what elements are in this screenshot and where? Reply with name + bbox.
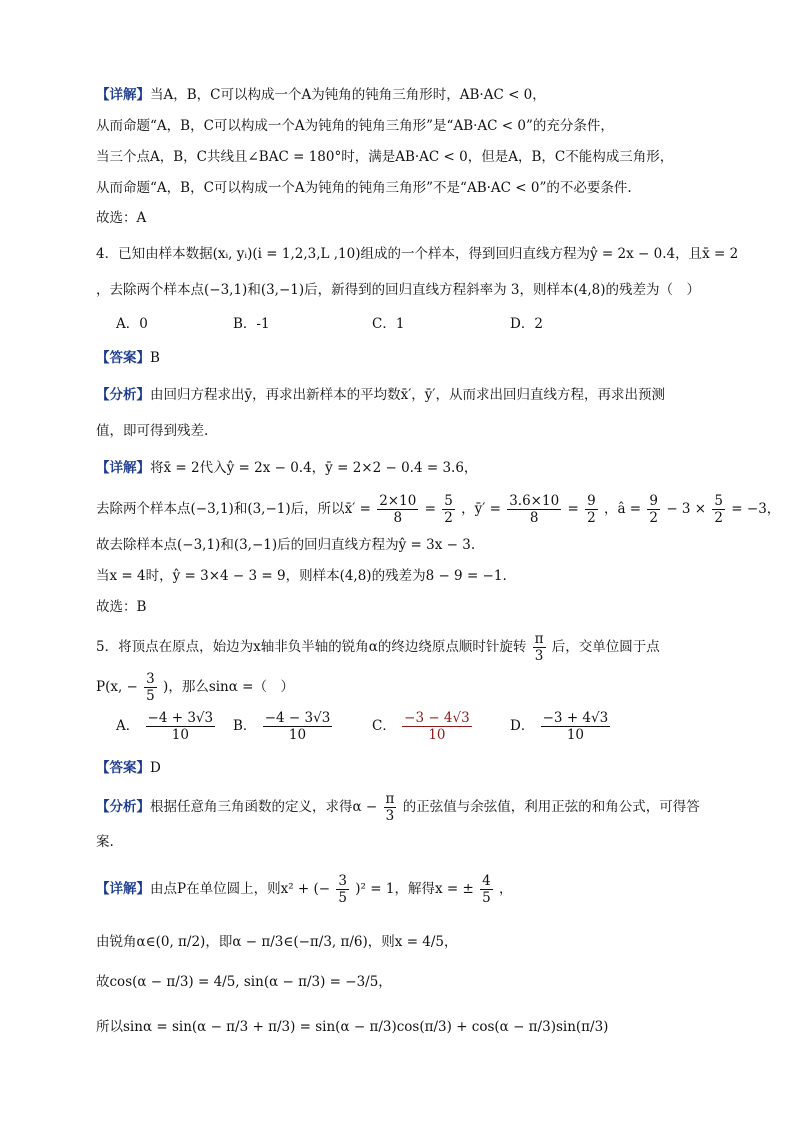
detail-text: ，ȳ′ = [461, 501, 501, 517]
detail-text: ， [498, 881, 513, 897]
fraction: $\frac{5}{2}$ [714, 493, 723, 526]
question-4-stem-2: ，去除两个样本点(−3,1)和(3,−1)后，新得到的回归直线方程斜率为 3，则样本(4,8)的残差为（ ） [96, 282, 701, 298]
stem-text: P(x, − [96, 679, 138, 695]
detail-text: = −3， [731, 501, 781, 517]
detail-text: )² = 1，解得x = ± [355, 881, 474, 897]
detail-text: 将x̄ = 2代入ŷ = 2x − 0.4，ȳ = 2×2 − 0.4 = 3.6， [150, 460, 478, 476]
option-a: A．0 [116, 316, 148, 332]
fraction: $\frac{9}{2}$ [587, 493, 596, 526]
answer-value: D [150, 760, 161, 776]
stem-text: 5．将顶点在原点，始边为x轴非负半轴的锐角α的终边绕原点顺时针旋转 [96, 639, 527, 655]
detail-line-4: 从而命题“A，B，C可以构成一个A为钝角的钝角三角形”不是“AB·AC < 0”的不必要条件. [96, 180, 632, 196]
answer-tag: 【答案】 [96, 350, 150, 366]
detail-text: 去除两个样本点(−3,1)和(3,−1)后，所以x̄′ = [96, 501, 371, 517]
detail-q5-line-3: 故cos(α − π/3) = 4/5, sin(α − π/3) = −3/5， [96, 974, 392, 990]
option-d: D．2 [510, 316, 543, 332]
detail-text: 由点P在单位圆上，则x² + (− [150, 881, 331, 897]
analysis-line-1 [96, 790, 700, 824]
analysis-line-1 [96, 385, 665, 405]
question-4-stem-1: 4．已知由样本数据(xᵢ, yᵢ)(i = 1,2,3,L ,10)组成的一个样本，得到回归直线方程为ŷ = 2x − 0.4，且x̄ = 2 [96, 246, 739, 262]
fraction: $\frac{-3 - 4√3}{10}$ [404, 710, 470, 743]
detail-q5-line-2: 由锐角α∈(0, π/2)，即α − π/3∈(−π/3, π/6)，则x = 4/5， [96, 934, 458, 950]
answer-line [96, 758, 161, 778]
detail-text: − 3 × [666, 501, 707, 517]
fraction: $\frac{-3 + 4√3}{10}$ [542, 710, 609, 743]
fraction: $\frac{9}{2}$ [649, 493, 659, 526]
option-a: A． $\frac{-4 + 3√3}{10}$ [116, 710, 214, 743]
fraction: $\frac{\pi}{3}$ [534, 631, 544, 664]
detail-text: ，â = [603, 501, 642, 517]
option-c: C． $\frac{-3 - 4√3}{10}$ [372, 710, 470, 743]
option-b: B． $\frac{-4 - 3√3}{10}$ [233, 710, 331, 743]
detail-tag: 【详解】 [96, 881, 150, 897]
detail-q4-line-1 [96, 458, 477, 478]
answer-value: B [150, 350, 160, 366]
option-b: B．-1 [233, 316, 270, 332]
fraction: $\frac{3.6\times 10}{8}$ [509, 493, 560, 526]
detail-line-1 [96, 85, 546, 105]
detail-line-2: 从而命题“A，B，C可以构成一个A为钝角的钝角三角形”是“AB·AC < 0”的充分条件， [96, 118, 614, 134]
fraction: $\frac{4}{5}$ [482, 873, 491, 906]
fraction: $\frac{\pi}{3}$ [385, 791, 395, 824]
analysis-line-2: 案. [96, 834, 114, 850]
choice-line: 故选：A [96, 210, 147, 226]
fraction: $\frac{-4 + 3√3}{10}$ [147, 710, 214, 743]
fraction: $\frac{3}{5}$ [146, 671, 155, 704]
question-5-stem-1 [96, 630, 660, 664]
detail-tag: 【详解】 [96, 460, 150, 476]
analysis-tag: 【分析】 [96, 387, 150, 403]
choice-line: 故选：B [96, 599, 147, 615]
answer-line [96, 348, 160, 368]
detail-q4-line-2 [96, 492, 780, 526]
fraction: $\frac{5}{2}$ [444, 493, 453, 526]
analysis-line-2: 值，即可得到残差. [96, 423, 209, 439]
stem-text: 后，交单位圆于点 [551, 639, 660, 655]
question-5-stem-2 [96, 670, 294, 704]
fraction: $\frac{3}{5}$ [338, 873, 347, 906]
analysis-text: 由回归方程求出ȳ，再求出新样本的平均数x̄′，ȳ′，从而求出回归直线方程，再求出预测 [150, 387, 665, 403]
detail-q5-line-4: 所以sinα = sin(α − π/3 + π/3) = sin(α − π/3)cos(π/3) + cos(α − π/3)sin(π/3) [96, 1019, 609, 1035]
fraction: $\frac{-4 - 3√3}{10}$ [264, 710, 331, 743]
detail-q4-line-4: 当x = 4时，ŷ = 3×4 − 3 = 9，则样本(4,8)的残差为8 − 9 = −1. [96, 568, 507, 584]
detail-line-3: 当三个点A，B，C共线且∠BAC = 180°时，满是AB·AC < 0，但是A，B，C不能构成三角形， [96, 149, 674, 165]
option-c: C．1 [372, 316, 405, 332]
detail-tag: 【详解】 [96, 87, 150, 103]
equals: = [567, 501, 579, 517]
detail-text: 当A，B，C可以构成一个A为钝角的钝角三角形时，AB·AC < 0， [150, 87, 546, 103]
answer-tag: 【答案】 [96, 760, 150, 776]
option-d: D． $\frac{-3 + 4√3}{10}$ [510, 710, 609, 743]
analysis-text: 根据任意角三角函数的定义，求得α − [150, 799, 378, 815]
equals: = [424, 501, 436, 517]
detail-q4-line-3: 故去除样本点(−3,1)和(3,−1)后的回归直线方程为ŷ = 3x − 3. [96, 537, 476, 553]
analysis-tag: 【分析】 [96, 799, 150, 815]
fraction: $\frac{2\times 10}{8}$ [379, 493, 417, 526]
stem-text: )，那么sinα =（ ） [163, 679, 294, 695]
analysis-text: 的正弦值与余弦值，利用正弦的和角公式，可得答 [402, 799, 700, 815]
detail-q5-line-1 [96, 872, 512, 906]
